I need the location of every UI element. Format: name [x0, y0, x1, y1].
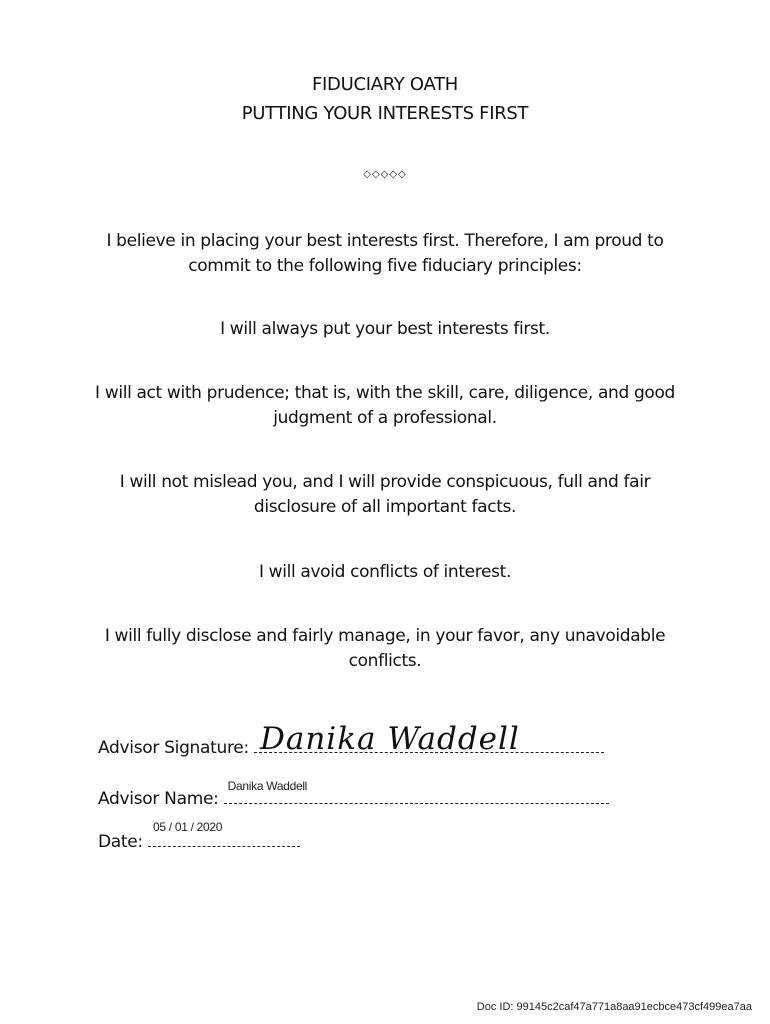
principle-5: I will fully disclose and fairly manage, in your favor, any unavoidable conflicts.: [104, 626, 666, 671]
signature-label: Advisor Signature:: [98, 738, 249, 758]
signature-image: [256, 716, 536, 760]
date-value: 05 / 01 / 2020: [152, 820, 223, 834]
title-line-1: FIDUCIARY OATH: [311, 74, 459, 95]
principle-4: I will avoid conflicts of interest.: [258, 562, 512, 582]
intro-paragraph: I believe in placing your best interests first. Therefore, I am proud to commit to the following five fiduciary principles:: [106, 231, 664, 276]
date-row: [98, 820, 300, 852]
principle-1: I will always put your best interests first.: [220, 319, 550, 339]
advisor-name-row: [98, 779, 609, 809]
advisor-name-label: Advisor Name:: [98, 789, 219, 809]
document-title: [0, 70, 770, 128]
advisor-name-field[interactable]: [224, 779, 609, 804]
date-field[interactable]: [148, 820, 300, 847]
doc-id: Doc ID: 99145c2caf47a771a8aa91ecbce473cf499ea7aa: [476, 1001, 752, 1013]
principle-3: I will not mislead you, and I will provide conspicuous, full and fair disclosure of all important facts.: [119, 472, 651, 517]
advisor-name-value: Danika Waddell: [227, 779, 308, 793]
date-label: Date:: [98, 832, 143, 852]
title-line-2: PUTTING YOUR INTERESTS FIRST: [241, 103, 529, 124]
diamond-ornament-icon: ◇◇◇◇◇: [363, 169, 407, 180]
principle-2: I will act with prudence; that is, with the skill, care, diligence, and good judgment of a professional.: [95, 383, 675, 428]
signature-text: Danika Waddell: [260, 721, 520, 757]
